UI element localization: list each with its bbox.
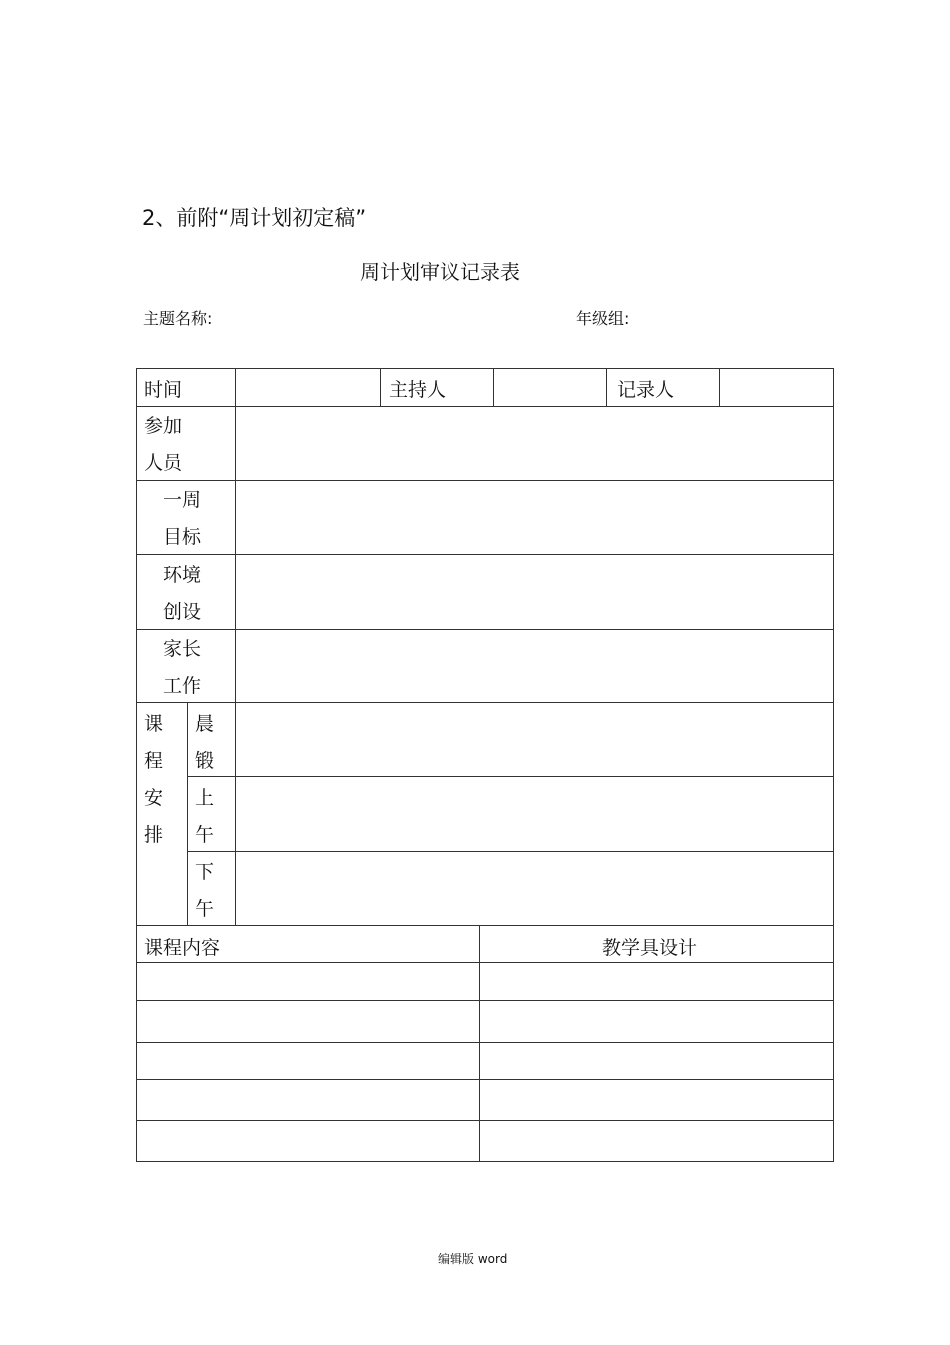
- row-divider: [136, 554, 834, 555]
- table-border-left: [136, 368, 137, 1162]
- recorder-label: 记录人: [617, 379, 675, 401]
- afternoon-label: 下 午: [195, 861, 215, 920]
- column-divider: [479, 925, 480, 1162]
- course-content-label: 课程内容: [144, 937, 221, 959]
- column-divider: [493, 368, 494, 406]
- column-divider: [235, 368, 236, 925]
- teaching-tools-label: 教学具设计: [602, 937, 698, 959]
- morning-exercise-label: 晨 锻: [195, 713, 215, 772]
- document-title: 周计划审议记录表: [360, 260, 520, 284]
- weekly-goal-label: 一周 目标: [163, 489, 202, 548]
- theme-name-label: 主题名称:: [143, 309, 213, 328]
- column-divider: [380, 368, 381, 406]
- row-divider: [136, 1042, 834, 1043]
- row-divider: [136, 1000, 834, 1001]
- column-divider: [606, 368, 607, 406]
- grade-group-label: 年级组:: [576, 309, 630, 328]
- row-divider: [136, 962, 834, 963]
- row-divider: [136, 702, 834, 703]
- table-border-bottom: [136, 1161, 834, 1162]
- environment-label: 环境 创设: [163, 564, 202, 623]
- forenoon-label: 上 午: [195, 787, 215, 846]
- column-divider: [187, 702, 188, 925]
- row-divider: [136, 406, 834, 407]
- row-divider: [187, 776, 834, 777]
- table-border-top: [136, 368, 834, 369]
- footer-text: 编辑版 word: [438, 1252, 508, 1266]
- parent-work-label: 家长 工作: [163, 638, 202, 697]
- row-divider: [136, 925, 834, 926]
- row-divider: [136, 480, 834, 481]
- row-divider: [136, 1079, 834, 1080]
- row-divider: [187, 851, 834, 852]
- row-divider: [136, 1120, 834, 1121]
- course-arrangement-label: 课 程 安 排: [144, 713, 164, 846]
- row-divider: [136, 629, 834, 630]
- participants-label: 参加 人员: [144, 415, 183, 474]
- column-divider: [719, 368, 720, 406]
- time-label: 时间: [144, 379, 183, 401]
- host-label: 主持人: [389, 379, 447, 401]
- section-heading: 2、前附“周计划初定稿”: [142, 206, 367, 230]
- table-border-right: [833, 368, 834, 1162]
